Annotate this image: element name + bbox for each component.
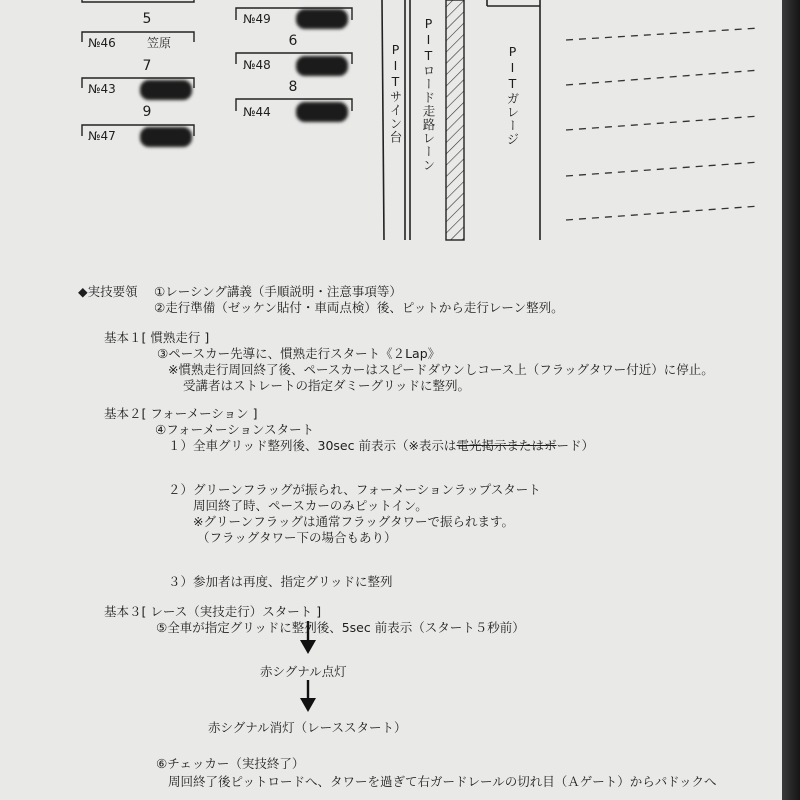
car-number: №46	[88, 36, 116, 50]
section-heading: ◆実技要領	[78, 284, 138, 299]
signal-on-text: 赤シグナル点灯	[260, 664, 347, 679]
signal-off-text: 赤シグナル消灯（レーススタート）	[208, 720, 407, 735]
kihon1-title: 基本１[ 慣熟走行 ]	[104, 330, 210, 345]
kihon2-title: 基本２[ フォーメーション ]	[104, 406, 258, 421]
redacted-name	[140, 127, 192, 147]
procedure-item: ①レーシング講義（手順説明・注意事項等）	[154, 284, 402, 299]
kihon2-step: １）全車グリッド整列後、30sec 前表示（※表示は電光掲示またはボード）	[168, 438, 594, 453]
redacted-name	[140, 80, 192, 100]
finish-title: ⑥チェッカー（実技終了）	[156, 756, 305, 771]
grid-position-number: 9	[142, 104, 152, 120]
finish-line: 周回終了後ピットロードへ、タワーを過ぎて右ガードレールの切れ目（Ａゲート）からパドックへ	[168, 774, 717, 789]
kihon2-step: ３）参加者は再度、指定グリッドに整列	[168, 574, 393, 589]
kihon3-title: 基本３[ レース（実技走行）スタート ]	[104, 604, 322, 619]
grid-position-number: 7	[142, 58, 152, 74]
pit-sign-label: PITサイン台	[388, 42, 403, 144]
car-number: №48	[243, 58, 271, 72]
arrow-down-icon	[300, 640, 316, 654]
kihon2-step: ２）グリーンフラッグが振られ、フォーメーションラップスタート	[168, 482, 541, 497]
grid-position-number: 6	[288, 33, 298, 49]
kihon1-line: 受講者はストレートの指定ダミーグリッドに整列。	[183, 378, 471, 393]
pit-road-label: PITロード走路レーン	[421, 16, 436, 172]
kihon2-step-detail: 周回終了時、ペースカーのみピットイン。	[193, 498, 428, 513]
pit-wall	[446, 0, 464, 240]
kihon3-line: ⑤全車が指定グリッドに整列後、5sec 前表示（スタート５秒前）	[156, 620, 525, 635]
kihon2-step-detail: ※グリーンフラッグは通常フラッグタワーで振られます。	[193, 514, 514, 529]
redacted-name	[296, 9, 348, 29]
kihon1-line: ※慣熟走行周回終了後、ペースカーはスピードダウンしコース上（フラッグタワー付近）に停止。	[168, 362, 714, 377]
car-number: №44	[243, 105, 271, 119]
grid-position-number: 8	[288, 79, 298, 95]
kihon2-line: ④フォーメーションスタート	[155, 422, 315, 437]
car-number: №43	[88, 82, 116, 96]
car-number: №47	[88, 129, 116, 143]
redacted-name	[296, 102, 348, 122]
kihon1-line: ③ペースカー先導に、慣熟走行スタート《２Lap》	[157, 346, 441, 361]
grid-position-number: 5	[142, 11, 152, 27]
kihon2-step-detail: （フラッグタワー下の場合もあり）	[197, 530, 397, 545]
car-number: №49	[243, 12, 271, 26]
procedure-item: ②走行準備（ゼッケン貼付・車両点検）後、ピットから走行レーン整列。	[154, 300, 564, 315]
arrow-down-icon	[300, 698, 316, 712]
driver-name: 笠原	[147, 36, 172, 50]
page-edge-shadow	[782, 0, 800, 800]
pit-garage-label: PITガレージ	[505, 44, 520, 146]
redacted-name	[296, 56, 348, 76]
